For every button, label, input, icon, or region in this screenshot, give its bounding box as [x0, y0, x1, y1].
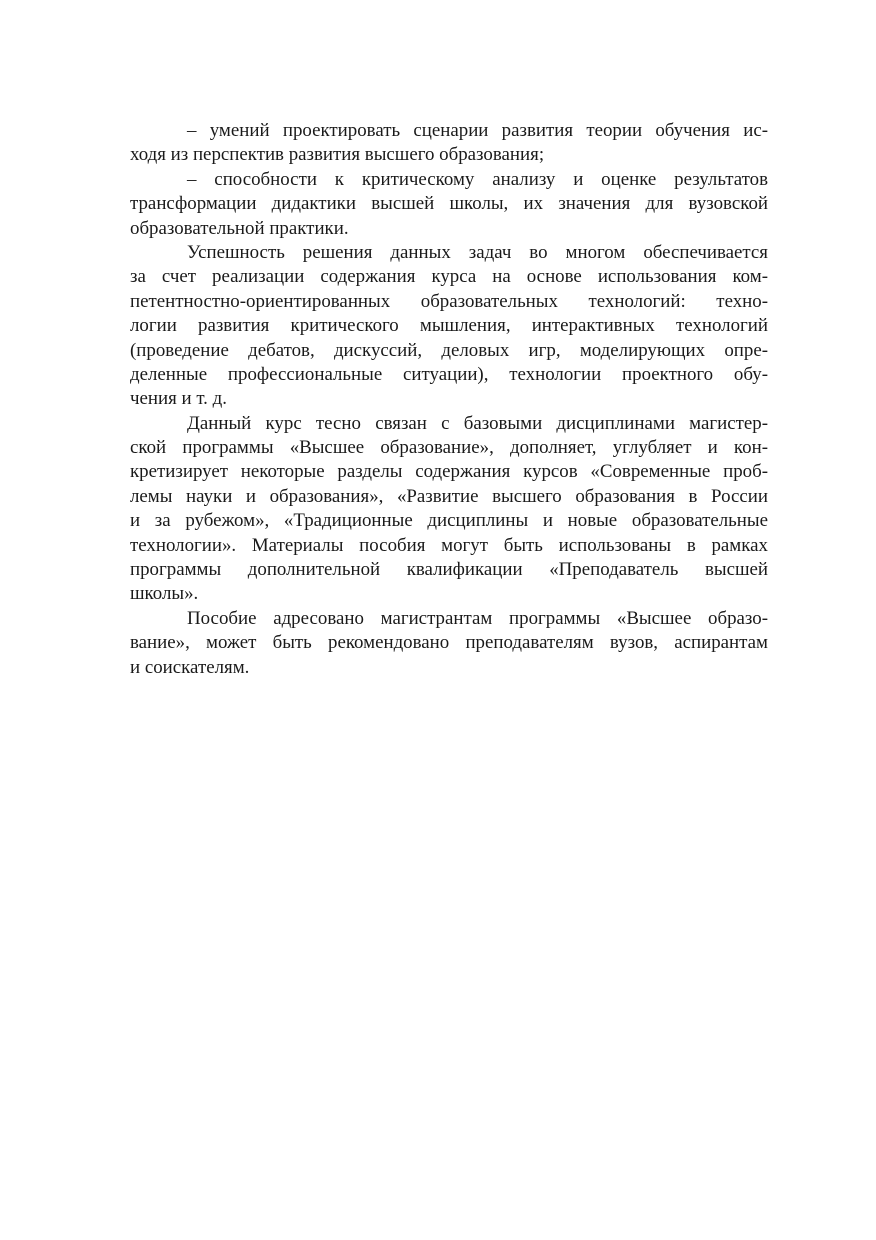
paragraph-course-connections — [130, 412, 768, 607]
paragraph-skill-design-scenarios — [130, 119, 768, 168]
text-line: Успешность решения данных задач во многом обеспечивается — [187, 241, 768, 263]
text-line: – умений проектировать сценарии развития теории обучения ис- — [187, 120, 768, 141]
text-line: Пособие адресовано магистрантам программы «Высшее образо- — [187, 607, 768, 629]
paragraph-audience — [130, 607, 768, 680]
text-line: ской программы «Высшее образование», дополняет, углубляет и кон- — [130, 437, 768, 459]
text-line: образовательной практики. — [130, 217, 349, 239]
paragraph-success-technologies — [130, 241, 768, 412]
text-line: ходя из перспектив развития высшего образования; — [130, 144, 545, 166]
text-line: за счет реализации содержания курса на основе использования ком- — [130, 266, 768, 288]
text-line: школы». — [130, 583, 199, 605]
text-line: трансформации дидактики высшей школы, их значения для вузовской — [130, 193, 768, 215]
text-line: программы дополнительной квалификации «Преподаватель высшей — [130, 559, 768, 581]
text-line: и за рубежом», «Традиционные дисциплины и новые образовательные — [130, 510, 768, 532]
text-line: Данный курс тесно связан с базовыми дисциплинами магистер- — [187, 412, 768, 434]
text-line: и соискателям. — [130, 656, 250, 678]
text-line: чения и т. д. — [130, 388, 227, 410]
paragraph-ability-critical-analysis — [130, 168, 768, 241]
document-page — [130, 119, 768, 680]
text-line: вание», может быть рекомендовано преподавателям вузов, аспирантам — [130, 632, 768, 654]
text-line: петентностно-ориентированных образовательных технологий: техно- — [130, 290, 768, 312]
text-line: деленные профессиональные ситуации), технологии проектного обу- — [130, 363, 768, 385]
text-line: кретизирует некоторые разделы содержания курсов «Современные проб- — [130, 461, 768, 483]
text-line: технологии». Материалы пособия могут быть использованы в рамках — [130, 534, 768, 556]
text-line: (проведение дебатов, дискуссий, деловых игр, моделирующих опре- — [130, 339, 768, 361]
text-line: лемы науки и образования», «Развитие высшего образования в России — [130, 485, 768, 507]
text-line: логии развития критического мышления, интерактивных технологий — [130, 315, 768, 337]
text-line: – способности к критическому анализу и оценке результатов — [187, 168, 768, 190]
